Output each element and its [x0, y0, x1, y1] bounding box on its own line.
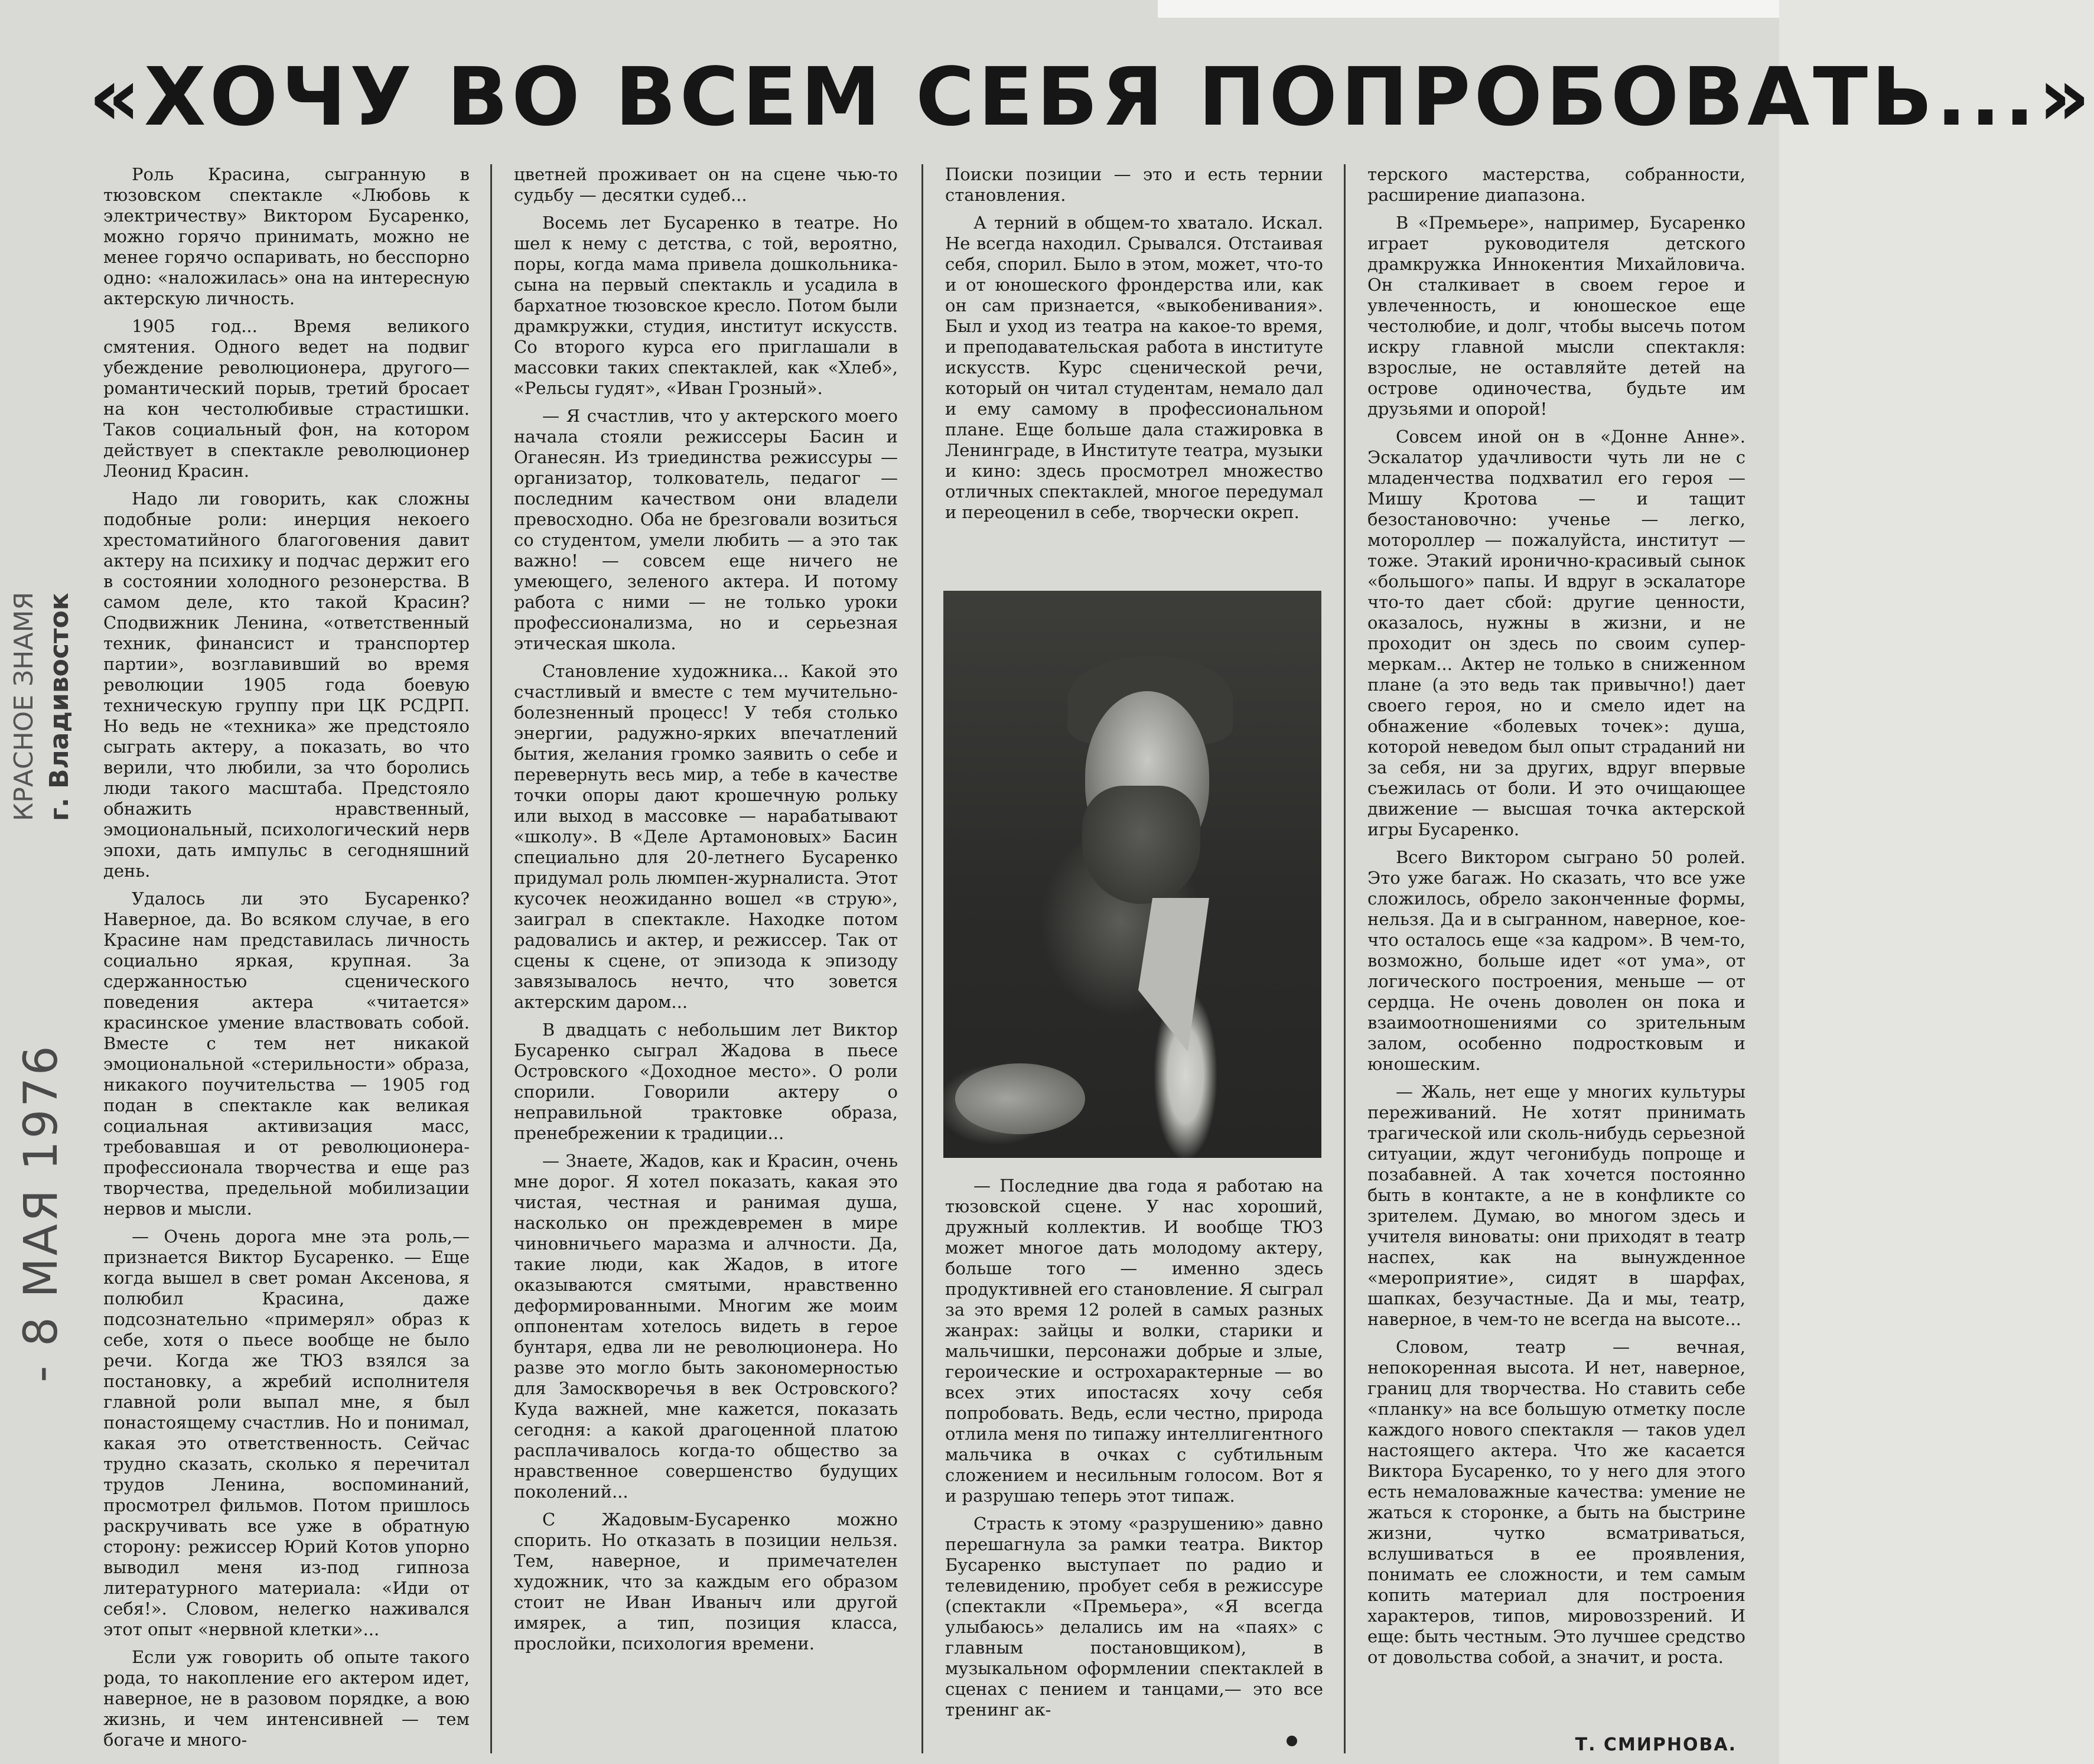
photo-beard — [1082, 786, 1200, 904]
paragraph: Словом, театр — вечная, непокоренная высота. И нет, наверное, границ для творчества. Но ставить себе «планку» на все большую отметку после каждого нового спектакля — таков удел настоящего актера. Что же касается Виктора Бусаренко, то у него для этого есть немаловажные качества: умение не жаться к сторонке, а быть на быстрине жизни, чутко всматриваться, вслушиваться в ее проявления, понимать ее сложности, и тем самым копить материал для построения характеров, типов, мировоззрений. И еще: быть честным. Это лучшее средство от довольства собой, а значит, и роста. — [1367, 1337, 1745, 1667]
paragraph: цветней проживает он на сцене чью-то судьбу — десятки судеб... — [514, 164, 898, 205]
paragraph: терского мастерства, собранности, расширение диапазона. — [1367, 164, 1745, 205]
headline: «ХОЧУ ВО ВСЕМ СЕБЯ ПОПРОБОВАТЬ...» — [89, 51, 2094, 144]
paragraph: В двадцать с небольшим лет Виктор Бусаренко сыграл Жадова в пьесе Островского «Доходное место». О роли спорили. Говорили актеру о неправильной трактовке образа, пренебрежении к традиции... — [514, 1020, 898, 1143]
photo-collar — [1138, 898, 1209, 1052]
column-1 — [103, 164, 470, 1753]
paragraph: Страсть к этому «разрушению» давно перешагнула за рамки театра. Виктор Бусаренко выступает по радио и телевидению, пробует себя в режиссуре (спектакли «Премьера», «Я всегда улыбаюсь» делались им на «паях» с главным постановщиком), в музыкальном оформлении спектаклей в сценах с пением и танцами,— это все тренинг ак- — [945, 1514, 1323, 1720]
paragraph: Если уж говорить об опыте такого рода, то накопление его актером идет, наверное, не в разовом порядке, а вою жизнь, и чем интенсивней — тем богаче и много- — [103, 1647, 470, 1750]
paragraph: Совсем иной он в «Донне Анне». Эскалатор удачливости чуть ли не с младенчества подхватил его героя — Мишу Кротова — и тащит безостановочно: ученье — легко, мотороллер — пожалуйста, институт — тоже. Этакий иронично-красивый сынок «большого» папы. И вдруг в эскалаторе что-то дает сбой: другие ценности, оказалось, нужны в жизни, и не проходит он здесь по своим супер-меркам... Актер не только в сниженном плане (а это ведь так привычно!) дает своего героя, но и смело идет на обнажение «болевых точек»: душа, которой неведом был опыт страданий ни за себя, ни за других, вдруг впервые съежилась от боли. И это очищающее движение — высшая точка актерской игры Бусаренко. — [1367, 427, 1745, 839]
margin-stamp — [0, 532, 95, 1382]
photo-hand — [955, 1063, 1085, 1134]
paragraph: Роль Красина, сыгранную в тюзовском спектакле «Любовь к электричеству» Виктором Бусаренко, можно горячо принимать, можно не менее горячо оспаривать, но бесспорно одно: «наложилась» она на интересную актерскую личность. — [103, 164, 470, 308]
column-4 — [1367, 164, 1745, 1724]
column-divider — [490, 164, 492, 1753]
issue-date: - 8 МАЯ 1976 — [15, 1043, 68, 1382]
paragraph: — Я счастлив, что у актерского моего начала стояли режиссеры Басин и Оганесян. Из триединства режиссуры — организатор, толкователь, педагог — последним качеством они владели превосходно. Оба не брезговали возиться со студентом, умели любить — а это так важно! — совсем еще ничего не умеющего, зеленого актера. И потому работа с ними — не только уроки профессионализма, но и серьезная этическая школа. — [514, 406, 898, 653]
newspaper-name: КРАСНОЕ ЗНАМЯ — [9, 591, 39, 821]
paragraph: Поиски позиции — это и есть тернии становления. — [945, 164, 1323, 205]
paragraph: А терний в общем-то хватало. Искал. Не всегда находил. Срывался. Отстаивая себя, спорил. Было в этом, может, что-то и от юношеского фрондерства или, как он сам признается, «выкобенивания». Был и уход из театра на какое-то время, и преподавательская работа в институте искусств. Курс сценической речи, который он читал студентам, немало дал и ему самому в профессиональном плане. Еще больше дала стажировка в Ленинграде, в Институте театра, музыки и кино: здесь просмотрел множество отличных спектаклей, многое передумал и переоценил в себе, творчески окреп. — [945, 213, 1323, 522]
paragraph: Удалось ли это Бусаренко? Наверное, да. Во всяком случае, в его Красине нам представилась личность социально яркая, крупная. За сдержанностью сценического поведения актера «читается» красинское умение властвовать собой. Вместе с тем нет никакой эмоциональной «стерильности» образа, никакого поучительства — 1905 год подан в спектакле как великая социальная активизация масс, требовавшая и от революционера-профессионала творчества и еще раз творчества, предельной мобилизации нервов и мысли. — [103, 888, 470, 1219]
author-signature: Т. СМИРНОВА. — [1575, 1734, 1737, 1755]
paragraph: — Последние два года я работаю на тюзовской сцене. У нас хороший, дружный коллектив. И вообще ТЮЗ может многое дать молодому актеру, больше того — именно здесь продуктивней его становление. Я сыграл за это время 12 ролей в самых разных жанрах: зайцы и волки, старики и мальчишки, персонажи добрые и злые, героические и острохарактерные — во всех этих ипостасях хочу себя попробовать. Ведь, если честно, природа отлила меня по типажу интеллигентного мальчика в очках с субтильным сложением и несильным голосом. Вот я и разрушаю теперь этот типаж. — [945, 1176, 1323, 1506]
paragraph: — Жаль, нет еще у многих культуры переживаний. Не хотят принимать трагической или сколь-нибудь серьезной ситуации, ждут чегонибудь попроще и позабавней. А так хочется постоянно быть в контакте, а не в конфликте со зрителем. Думаю, во многом здесь и учителя виноваты: они приходят в театр наспех, как на вынужденное «мероприятие», сидят в шарфах, шапках, безучастные. Да и мы, театр, наверное, в чем-то не всегда на высоте... — [1367, 1082, 1745, 1329]
column-divider — [921, 164, 923, 1753]
paragraph: — Знаете, Жадов, как и Красин, очень мне дорог. Я хотел показать, какая это чистая, честная и ранимая душа, насколько он преждевремен в мире чиновничьего маразма и алчности. Да, такие люди, как Жадов, в итоге оказываются смятыми, нравственно деформированными. Многим же моим оппонентам хотелось видеть в герое бунтаря, едва ли не революционера. Но разве это могло быть закономерностью для Замоскворечья в век Островского? Куда важней, мне кажется, показать сегодня: а какой драгоценной платою расплачивалось когда-то общество за нравственное совершенство будущих поколений... — [514, 1151, 898, 1502]
paragraph: В «Премьере», например, Бусаренко играет руководителя детского драмкружка Иннокентия Михайловича. Он сталкивает в своем герое и увлеченность, и юношеское еще честолюбие, и долг, чтобы высечь потом искру главной мысли спектакля: взрослые, не оставляйте детей на острове одиночества, будьте им друзьями и опорой! — [1367, 213, 1745, 419]
column-divider — [1344, 164, 1346, 1753]
column-3-top — [945, 164, 1323, 578]
city-name: г. Владивосток — [44, 593, 74, 821]
paragraph: Всего Виктором сыграно 50 ролей. Это уже багаж. Но сказать, что все уже сложилось, обрело законченные формы, нельзя. Да и в сыгранном, наверное, кое-что осталось еще «за кадром». В чем-то, возможно, больше идет «от ума», от логического построения, меньше — от сердца. Не очень доволен он пока и взаимоотношениями со зрительным залом, особенно подростковым и юношеским. — [1367, 847, 1745, 1074]
portrait-photo — [943, 591, 1321, 1158]
paragraph: Восемь лет Бусаренко в театре. Но шел к нему с детства, с той, вероятно, поры, когда мама привела дошкольника-сына на первый спектакль и усадила в бархатное тюзовское кресло. Потом были драмкружки, студия, институт искусств. Со второго курса его приглашали в массовки таких спектаклей, как «Хлеб», «Рельсы гудят», «Иван Грозный». — [514, 213, 898, 398]
column-3-bottom — [945, 1176, 1323, 1755]
paragraph: — Очень дорога мне эта роль,— признается Виктор Бусаренко. — Еще когда вышел в свет роман Аксенова, я полюбил Красина, даже подсознательно «примерял» образ к себе, хотя о пьесе вообще не было речи. Когда же ТЮЗ взялся за постановку, а жребий исполнителя главной роли выпал мне, я был понастоящему счастлив. Но и понимал, какая это ответственность. Сейчас трудно сказать, сколько я перечитал трудов Ленина, воспоминаний, просмотрел фильмов. Потом пришлось раскручивать все уже в обратную сторону: режиссер Юрий Котов упорно выводил меня из-под гипноза литературного материала: «Иди от себя!». Словом, нелегко наживался этот опыт «нервной клетки»... — [103, 1226, 470, 1639]
paper-background — [1158, 0, 1779, 18]
paragraph: Надо ли говорить, как сложны подобные роли: инерция некоего хрестоматийного благоговения давит актеру на психику и подчас держит его в состоянии холодного резонерства. В самом деле, кто такой Красин? Сподвижник Ленина, «ответственный техник, финансист и транспортер партии», возглавивший во время революции 1905 года боевую техническую группу при ЦК РСДРП. Но ведь не «техника» же предстояло сыграть актеру, а показать, во что верили, что любили, за что боролись люди такого масштаба. Предстояло обнажить нравственный, эмоциональный, психологический нерв эпохи, дать импульс в сегодняшний день. — [103, 489, 470, 881]
column-2 — [514, 164, 898, 1753]
paragraph: Становление художника... Какой это счастливый и вместе с тем мучительно-болезненный процесс! У тебя столько энергии, радужно-ярких впечатлений бытия, желания громко заявить о себе и перевернуть весь мир, а тебе в качестве точки опоры дают крошечную рольку или выход в массовке — нарабатывают «школу». В «Деле Артамоновых» Басин специально для 20-летнего Бусаренко придумал роль люмпен-журналиста. Этот кусочек неожиданно вошел «в струю», заиграл в спектакле. Находке потом радовались и актер, и режиссер. Так от сцены к сцене, от эпизода к эпизоду завязывалось нечто, что зовется актерским даром... — [514, 661, 898, 1012]
paragraph: С Жадовым-Бусаренко можно спорить. Но отказать в позиции нельзя. Тем, наверное, и примечателен художник, что за каждым его образом стоит не Иван Иваныч или другой имярек, а тип, позиция класса, прослойки, психология времени. — [514, 1509, 898, 1654]
print-speck — [1287, 1736, 1297, 1746]
paragraph: 1905 год... Время великого смятения. Одного ведет на подвиг убеждение революционера, другого—романтический порыв, третий бросает на кон честолюбивые страстишки. Таков социальный фон, на котором действует в спектакле революционер Леонид Красин. — [103, 316, 470, 481]
